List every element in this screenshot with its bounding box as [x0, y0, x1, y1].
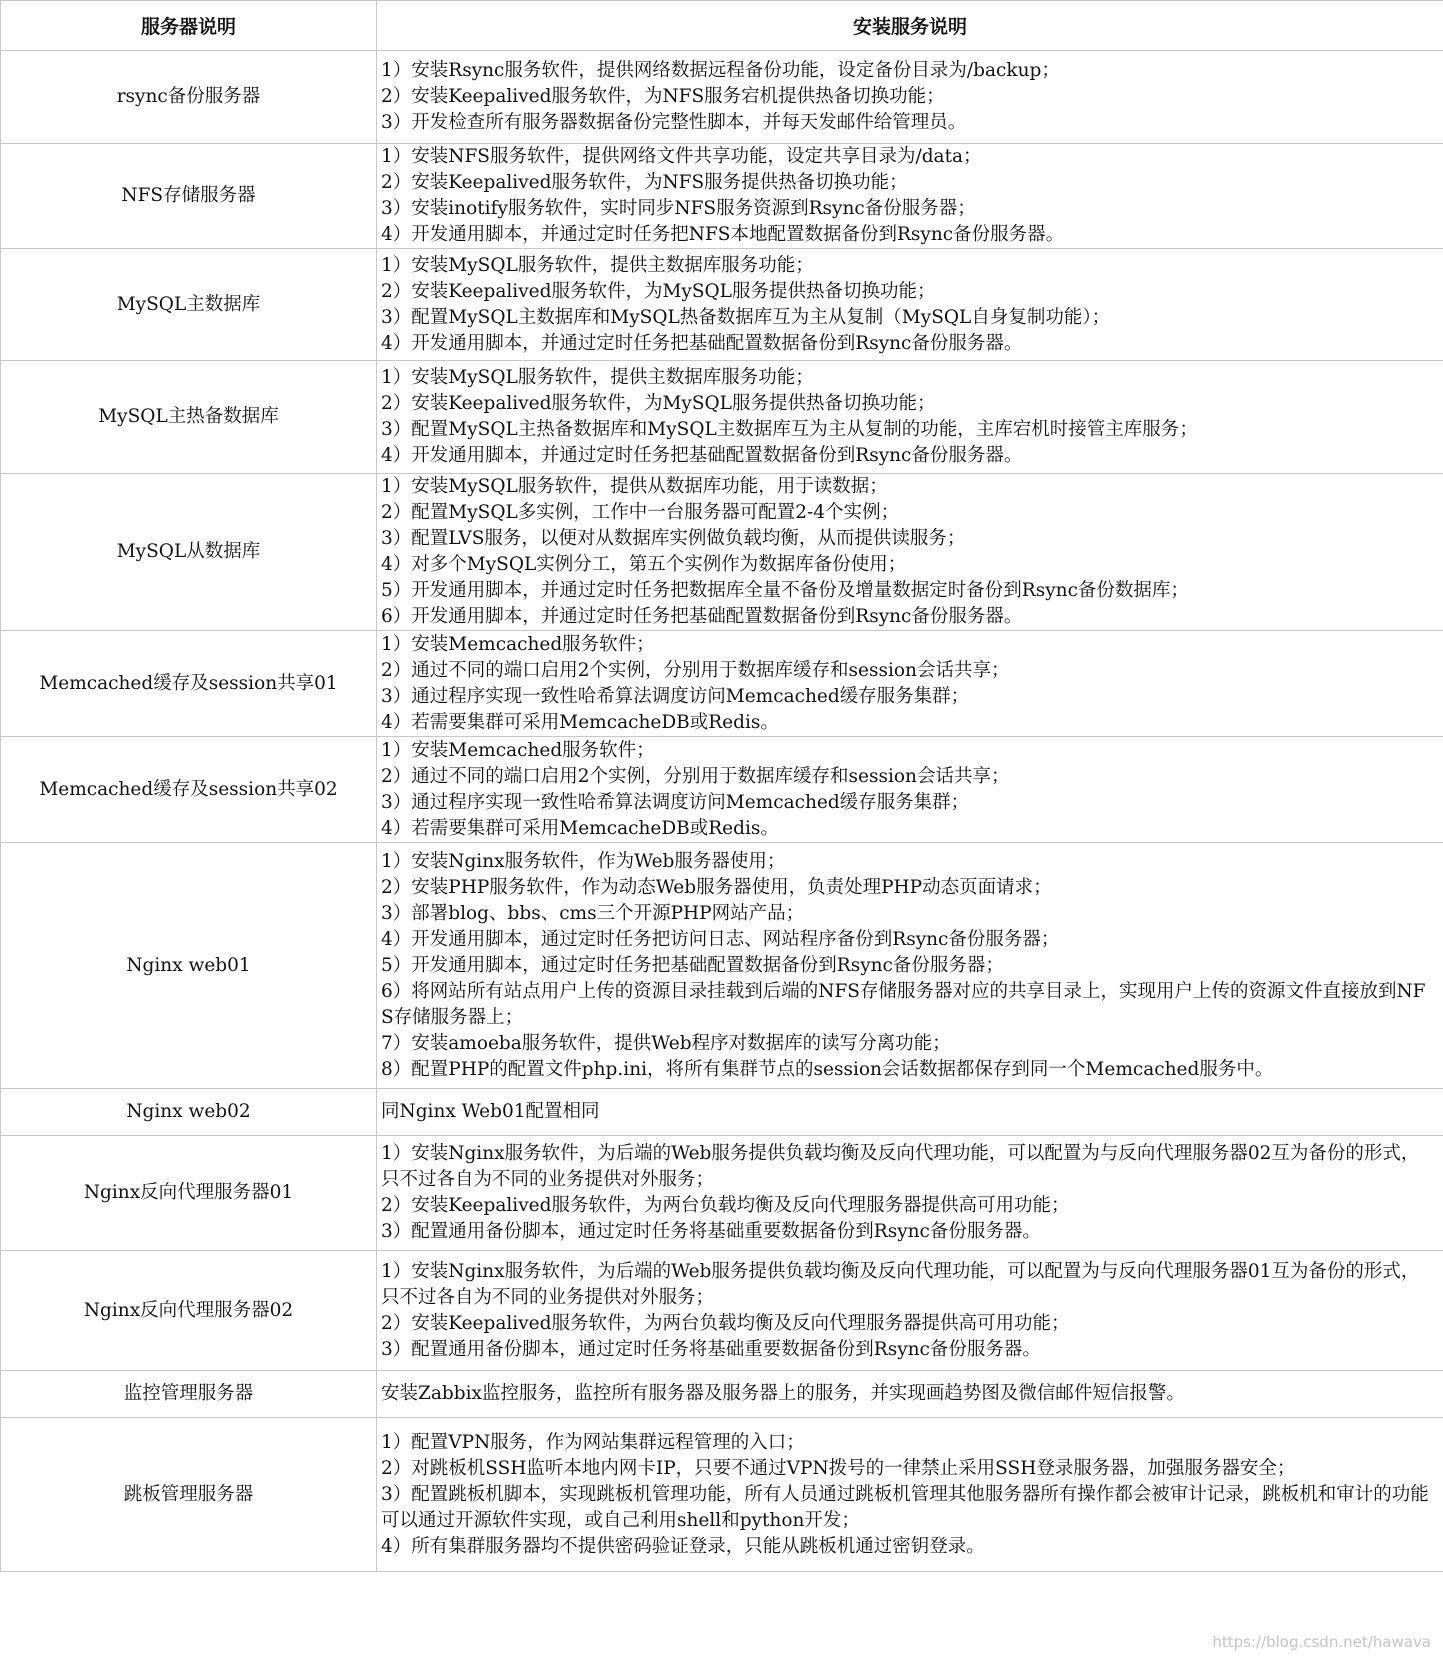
- desc-line: 3）通过程序实现一致性哈希算法调度访问Memcached缓存服务集群；: [381, 685, 970, 707]
- desc-line: 2）安装PHP服务软件，作为动态Web服务器使用，负责处理PHP动态页面请求；: [381, 876, 1052, 898]
- desc-line: 6）开发通用脚本，并通过定时任务把基础配置数据备份到Rsync备份服务器。: [381, 606, 1023, 627]
- watermark: https://blog.csdn.net/hawava: [1212, 1633, 1431, 1651]
- service-desc-cell: [377, 1089, 1443, 1136]
- desc-line: 3）配置通用备份脚本，通过定时任务将基础重要数据备份到Rsync备份服务器。: [381, 1221, 1041, 1242]
- desc-line: 1）安装Nginx服务软件，作为Web服务器使用；: [381, 850, 786, 872]
- server-name-cell: 监控管理服务器: [1, 1371, 377, 1418]
- desc-line: 5）开发通用脚本，并通过定时任务把数据库全量不备份及增量数据定时备份到Rsync备份数据库；: [381, 580, 1189, 601]
- table-row: [1, 361, 1443, 474]
- desc-line: 1）配置VPN服务，作为网站集群远程管理的入口；: [381, 1431, 805, 1453]
- desc-line: 3）配置跳板机脚本，实现跳板机管理功能，所有人员通过跳板机管理其他服务器所有操作都会被审计记录，跳板机和审计的功能可以通过开源软件实现，或自己利用shell和python开发；: [381, 1483, 1429, 1531]
- desc-line: 3）配置MySQL主数据库和MySQL热备数据库互为主从复制（MySQL自身复制功能）；: [381, 306, 1111, 328]
- server-name-cell: Nginx web02: [1, 1089, 377, 1136]
- desc-line: 2）对跳板机SSH监听本地内网卡IP，只要不通过VPN拨号的一律禁止采用SSH登录服务器，加强服务器安全；: [381, 1457, 1296, 1479]
- server-name-cell: 跳板管理服务器: [1, 1418, 377, 1572]
- desc-line: 1）安装NFS服务软件，提供网络文件共享功能，设定共享目录为/data；: [381, 146, 982, 167]
- desc-line: 1）安装Memcached服务软件；: [381, 633, 655, 655]
- service-desc-cell: [377, 1251, 1443, 1371]
- desc-line: 2）安装Keepalived服务软件，为两台负载均衡及反向代理服务器提供高可用功能；: [381, 1312, 1070, 1334]
- desc-line: 1）安装Nginx服务软件，为后端的Web服务提供负载均衡及反向代理功能，可以配置为与反向代理服务器01互为备份的形式，只不过各自为不同的业务提供对外服务；: [381, 1260, 1420, 1308]
- service-desc-cell: [377, 361, 1443, 474]
- desc-line: 3）配置LVS服务，以便对从数据库实例做负载均衡，从而提供读服务；: [381, 528, 966, 549]
- table-row: [1, 1371, 1443, 1418]
- server-name-cell: NFS存储服务器: [1, 144, 377, 249]
- desc-line: 2）安装Keepalived服务软件，为NFS服务宕机提供热备切换功能；: [381, 86, 945, 107]
- service-desc-cell: [377, 474, 1443, 631]
- desc-line: 4）开发通用脚本，并通过定时任务把基础配置数据备份到Rsync备份服务器。: [381, 445, 1023, 466]
- table-row: [1, 1136, 1443, 1251]
- desc-line: 1）安装Rsync服务软件，提供网络数据远程备份功能，设定备份目录为/backup；: [381, 60, 1060, 81]
- desc-line: 4）若需要集群可采用MemcacheDB或Redis。: [381, 817, 779, 839]
- server-name-cell: MySQL主数据库: [1, 249, 377, 361]
- table-row: [1, 249, 1443, 361]
- desc-line: 3）配置MySQL主热备数据库和MySQL主数据库互为主从复制的功能，主库宕机时接管主库服务；: [381, 419, 1198, 440]
- desc-line: 同Nginx Web01配置相同: [381, 1101, 600, 1122]
- service-desc-cell: [377, 737, 1443, 843]
- service-desc-cell: [377, 1418, 1443, 1572]
- table-row: [1, 51, 1443, 144]
- desc-line: 1）安装Memcached服务软件；: [381, 739, 655, 761]
- desc-line: 2）安装Keepalived服务软件，为MySQL服务提供热备切换功能；: [381, 280, 936, 302]
- desc-line: 2）通过不同的端口启用2个实例，分别用于数据库缓存和session会话共享；: [381, 659, 1010, 681]
- table-row: [1, 144, 1443, 249]
- desc-line: 7）安装amoeba服务软件，提供Web程序对数据库的读写分离功能；: [381, 1032, 951, 1054]
- desc-line: 8）配置PHP的配置文件php.ini，将所有集群节点的session会话数据都保存到同一个Memcached服务中。: [381, 1058, 1274, 1080]
- desc-line: 1）安装MySQL服务软件，提供主数据库服务功能；: [381, 254, 814, 276]
- table-row: [1, 843, 1443, 1089]
- desc-line: 1）安装Nginx服务软件，为后端的Web服务提供负载均衡及反向代理功能，可以配置为与反向代理服务器02互为备份的形式，只不过各自为不同的业务提供对外服务；: [381, 1143, 1420, 1190]
- header-install: 安装服务说明: [377, 1, 1443, 51]
- table-row: [1, 1089, 1443, 1136]
- desc-line: 2）安装Keepalived服务软件，为NFS服务提供热备切换功能；: [381, 172, 908, 193]
- server-name-cell: rsync备份服务器: [1, 51, 377, 144]
- header-row: [1, 1, 1443, 51]
- desc-line: 6）将网站所有站点用户上传的资源目录挂载到后端的NFS存储服务器对应的共享目录上，实现用户上传的资源文件直接放到NFS存储服务器上；: [381, 980, 1426, 1028]
- desc-line: 1）安装MySQL服务软件，提供从数据库功能，用于读数据；: [381, 476, 888, 497]
- desc-line: 4）若需要集群可采用MemcacheDB或Redis。: [381, 711, 779, 733]
- desc-line: 4）开发通用脚本，通过定时任务把访问日志、网站程序备份到Rsync备份服务器；: [381, 928, 1060, 950]
- service-desc-cell: [377, 631, 1443, 737]
- desc-line: 3）部署blog、bbs、cms三个开源PHP网站产品；: [381, 902, 805, 924]
- service-desc-cell: [377, 843, 1443, 1089]
- desc-line: 2）安装Keepalived服务软件，为两台负载均衡及反向代理服务器提供高可用功能；: [381, 1195, 1070, 1216]
- desc-line: 3）安装inotify服务软件，实时同步NFS服务资源到Rsync备份服务器；: [381, 198, 976, 219]
- desc-line: 2）配置MySQL多实例，工作中一台服务器可配置2-4个实例；: [381, 502, 900, 523]
- service-desc-cell: [377, 1371, 1443, 1418]
- desc-line: 1）安装MySQL服务软件，提供主数据库服务功能；: [381, 367, 814, 388]
- header-server: 服务器说明: [1, 1, 377, 51]
- table-row: [1, 631, 1443, 737]
- desc-line: 安装Zabbix监控服务，监控所有服务器及服务器上的服务，并实现画趋势图及微信邮件短信报警。: [381, 1383, 1185, 1404]
- desc-line: 3）开发检查所有服务器数据备份完整性脚本，并每天发邮件给管理员。: [381, 112, 967, 133]
- table-row: [1, 474, 1443, 631]
- desc-line: 4）开发通用脚本，并通过定时任务把基础配置数据备份到Rsync备份服务器。: [381, 332, 1023, 354]
- server-name-cell: Nginx反向代理服务器01: [1, 1136, 377, 1251]
- service-desc-cell: [377, 249, 1443, 361]
- desc-line: 4）所有集群服务器均不提供密码验证登录，只能从跳板机通过密钥登录。: [381, 1535, 985, 1557]
- table-row: [1, 1418, 1443, 1572]
- service-desc-cell: [377, 1136, 1443, 1251]
- desc-line: 4）开发通用脚本，并通过定时任务把NFS本地配置数据备份到Rsync备份服务器。: [381, 224, 1065, 245]
- desc-line: 2）安装Keepalived服务软件，为MySQL服务提供热备切换功能；: [381, 393, 936, 414]
- desc-line: 3）通过程序实现一致性哈希算法调度访问Memcached缓存服务集群；: [381, 791, 970, 813]
- server-name-cell: Nginx反向代理服务器02: [1, 1251, 377, 1371]
- server-name-cell: Memcached缓存及session共享01: [1, 631, 377, 737]
- desc-line: 3）配置通用备份脚本，通过定时任务将基础重要数据备份到Rsync备份服务器。: [381, 1338, 1041, 1360]
- desc-line: 2）通过不同的端口启用2个实例，分别用于数据库缓存和session会话共享；: [381, 765, 1010, 787]
- table-row: [1, 1251, 1443, 1371]
- server-name-cell: MySQL从数据库: [1, 474, 377, 631]
- server-name-cell: Nginx web01: [1, 843, 377, 1089]
- service-desc-cell: [377, 144, 1443, 249]
- desc-line: 5）开发通用脚本，通过定时任务把基础配置数据备份到Rsync备份服务器；: [381, 954, 1004, 976]
- table-row: [1, 737, 1443, 843]
- server-name-cell: MySQL主热备数据库: [1, 361, 377, 474]
- service-desc-cell: [377, 51, 1443, 144]
- server-name-cell: Memcached缓存及session共享02: [1, 737, 377, 843]
- desc-line: 4）对多个MySQL实例分工，第五个实例作为数据库备份使用；: [381, 554, 907, 575]
